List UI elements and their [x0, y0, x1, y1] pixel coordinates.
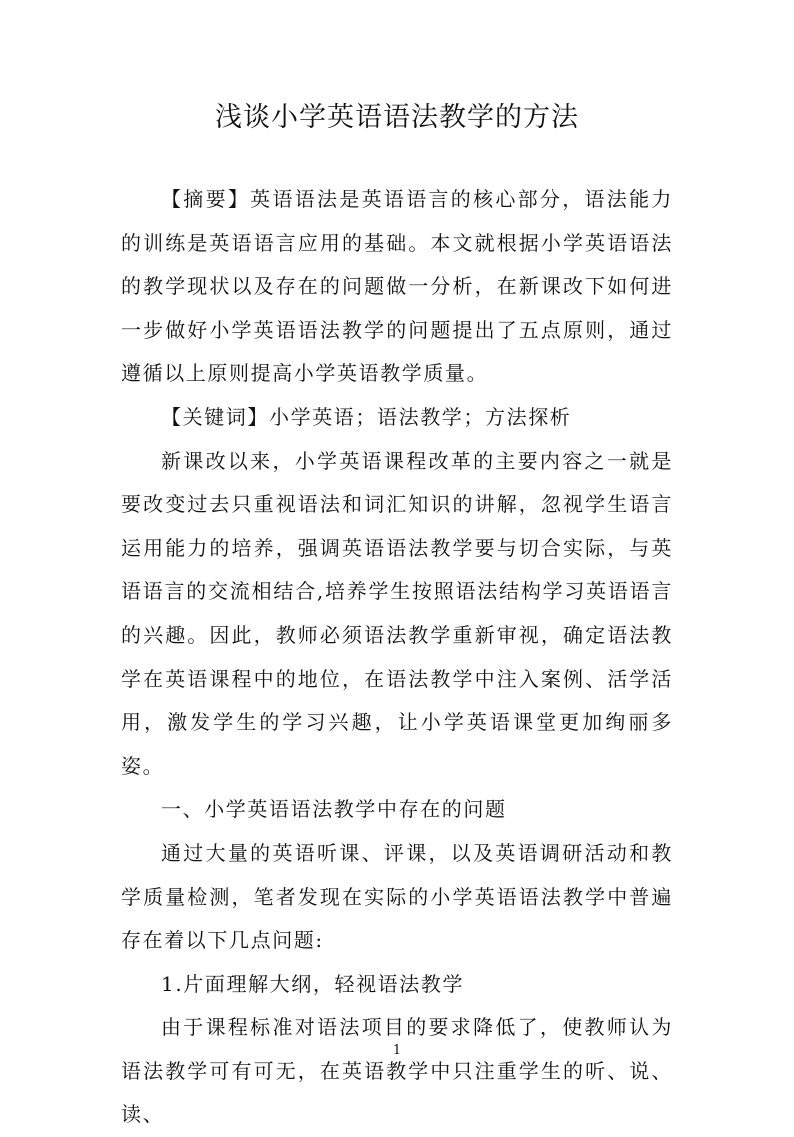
- subsection-1-paragraph: 由于课程标准对语法项目的要求降低了，使教师认为语法教学可有可无，在英语教学中只注重学生的听、说、读、: [121, 1015, 673, 1127]
- document-body: [121, 178, 673, 1137]
- keywords-paragraph: 【关键词】小学英语；语法教学；方法探析: [161, 404, 572, 429]
- introduction-paragraph: 新课改以来，小学英语课程改革的主要内容之一就是要改变过去只重视语法和词汇知识的讲解，忽视学生语言运用能力的培养，强调英语语法教学要与切合实际，与英语语言的交流相结合,培养学生按照语法结构学习英语语言的兴趣。因此，教师必须语法教学重新审视，确定语法教学在英语课程中的地位，在语法教学中注入案例、活学活用，激发学生的学习兴趣，让小学英语课堂更加绚丽多姿。: [121, 448, 673, 778]
- subsection-heading-1: 1.片面理解大纲，轻视语法教学: [161, 971, 465, 996]
- abstract-paragraph: 【摘要】英语语法是英语语言的核心部分，语法能力的训练是英语语言应用的基础。本文就根据小学英语语法的教学现状以及存在的问题做一分析，在新课改下如何进一步做好小学英语语法教学的问题提出了五点原则，通过遵循以上原则提高小学英语教学质量。: [121, 187, 673, 386]
- problems-intro-paragraph: 通过大量的英语听课、评课，以及英语调研活动和教学质量检测，笔者发现在实际的小学英语语法教学中普遍存在着以下几点问题:: [121, 840, 673, 953]
- page-number: 1: [392, 1043, 402, 1058]
- section-heading-problems: 一、小学英语语法教学中存在的问题: [161, 797, 507, 822]
- document-title: 浅谈小学英语语法教学的方法: [215, 102, 579, 133]
